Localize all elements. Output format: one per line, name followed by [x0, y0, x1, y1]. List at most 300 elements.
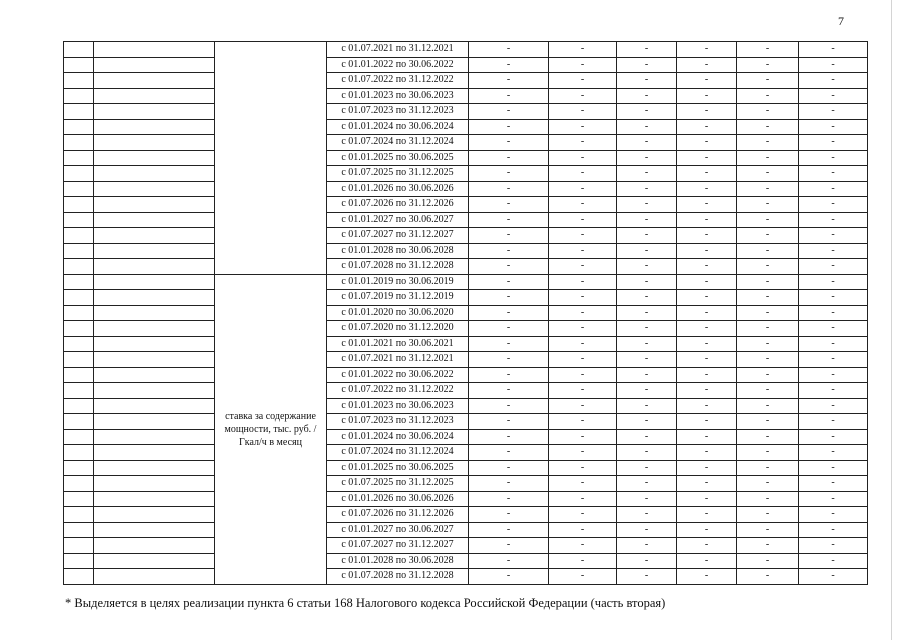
value-cell: -	[617, 73, 677, 89]
value-cell: -	[799, 181, 868, 197]
name-cell	[94, 538, 215, 554]
value-cell: -	[677, 104, 737, 120]
period-cell: с 01.07.2019 по 31.12.2019	[327, 290, 469, 306]
value-cell: -	[737, 42, 799, 58]
number-cell	[64, 398, 94, 414]
value-cell: -	[617, 491, 677, 507]
value-cell: -	[799, 414, 868, 430]
value-cell: -	[677, 150, 737, 166]
name-cell	[94, 42, 215, 58]
value-cell: -	[677, 553, 737, 569]
name-cell	[94, 491, 215, 507]
number-cell	[64, 553, 94, 569]
value-cell: -	[617, 57, 677, 73]
value-cell: -	[677, 88, 737, 104]
period-cell: с 01.07.2025 по 31.12.2025	[327, 476, 469, 492]
number-cell	[64, 119, 94, 135]
footnote: * Выделяется в целях реализации пункта 6 статьи 168 Налогового кодекса Российской Федерации (часть вторая)	[65, 596, 666, 610]
value-cell: -	[737, 290, 799, 306]
name-cell	[94, 104, 215, 120]
value-cell: -	[549, 166, 617, 182]
value-cell: -	[799, 119, 868, 135]
table-row	[64, 476, 868, 492]
rate-label-cell: ставка за содержание мощности, тыс. руб. /Гкал/ч в месяц	[215, 274, 327, 584]
number-cell	[64, 429, 94, 445]
value-cell: -	[677, 305, 737, 321]
value-cell: -	[737, 538, 799, 554]
name-cell	[94, 88, 215, 104]
table-row	[64, 73, 868, 89]
table-row	[64, 367, 868, 383]
number-cell	[64, 274, 94, 290]
value-cell: -	[677, 429, 737, 445]
number-cell	[64, 197, 94, 213]
period-cell: с 01.01.2024 по 30.06.2024	[327, 119, 469, 135]
value-cell: -	[737, 181, 799, 197]
value-cell: -	[469, 398, 549, 414]
value-cell: -	[549, 212, 617, 228]
value-cell: -	[549, 414, 617, 430]
table-row	[64, 243, 868, 259]
value-cell: -	[469, 243, 549, 259]
table-row	[64, 445, 868, 461]
name-cell	[94, 166, 215, 182]
number-cell	[64, 73, 94, 89]
value-cell: -	[549, 507, 617, 523]
table-row	[64, 135, 868, 151]
period-cell: с 01.01.2028 по 30.06.2028	[327, 553, 469, 569]
table-row	[64, 197, 868, 213]
table-row	[64, 522, 868, 538]
number-cell	[64, 414, 94, 430]
value-cell: -	[549, 305, 617, 321]
number-cell	[64, 57, 94, 73]
value-cell: -	[737, 491, 799, 507]
value-cell: -	[677, 259, 737, 275]
value-cell: -	[799, 429, 868, 445]
table-row	[64, 398, 868, 414]
value-cell: -	[469, 460, 549, 476]
number-cell	[64, 460, 94, 476]
value-cell: -	[549, 135, 617, 151]
value-cell: -	[617, 553, 677, 569]
table-row	[64, 414, 868, 430]
value-cell: -	[799, 88, 868, 104]
value-cell: -	[617, 522, 677, 538]
name-cell	[94, 274, 215, 290]
value-cell: -	[677, 398, 737, 414]
value-cell: -	[677, 274, 737, 290]
number-cell	[64, 383, 94, 399]
period-cell: с 01.07.2027 по 31.12.2027	[327, 228, 469, 244]
number-cell	[64, 367, 94, 383]
value-cell: -	[799, 553, 868, 569]
value-cell: -	[737, 197, 799, 213]
value-cell: -	[617, 445, 677, 461]
value-cell: -	[549, 181, 617, 197]
value-cell: -	[549, 383, 617, 399]
number-cell	[64, 476, 94, 492]
value-cell: -	[549, 522, 617, 538]
table-row	[64, 383, 868, 399]
value-cell: -	[677, 321, 737, 337]
table-row	[64, 57, 868, 73]
name-cell	[94, 181, 215, 197]
number-cell	[64, 150, 94, 166]
value-cell: -	[469, 73, 549, 89]
table-row	[64, 88, 868, 104]
value-cell: -	[617, 460, 677, 476]
value-cell: -	[737, 367, 799, 383]
value-cell: -	[799, 522, 868, 538]
period-cell: с 01.01.2019 по 30.06.2019	[327, 274, 469, 290]
table-row	[64, 429, 868, 445]
value-cell: -	[469, 336, 549, 352]
name-cell	[94, 259, 215, 275]
value-cell: -	[549, 538, 617, 554]
period-cell: с 01.07.2024 по 31.12.2024	[327, 445, 469, 461]
value-cell: -	[677, 42, 737, 58]
value-cell: -	[617, 476, 677, 492]
value-cell: -	[677, 522, 737, 538]
value-cell: -	[677, 476, 737, 492]
name-cell	[94, 569, 215, 585]
value-cell: -	[737, 429, 799, 445]
table-row	[64, 104, 868, 120]
value-cell: -	[677, 135, 737, 151]
number-cell	[64, 491, 94, 507]
value-cell: -	[737, 476, 799, 492]
value-cell: -	[737, 135, 799, 151]
tariff-table-body	[64, 42, 868, 585]
value-cell: -	[469, 57, 549, 73]
value-cell: -	[617, 212, 677, 228]
value-cell: -	[469, 135, 549, 151]
value-cell: -	[677, 228, 737, 244]
page-edge-line	[891, 0, 892, 640]
number-cell	[64, 336, 94, 352]
table-row	[64, 119, 868, 135]
name-cell	[94, 414, 215, 430]
period-cell: с 01.07.2026 по 31.12.2026	[327, 507, 469, 523]
value-cell: -	[799, 507, 868, 523]
value-cell: -	[737, 274, 799, 290]
value-cell: -	[799, 383, 868, 399]
value-cell: -	[737, 212, 799, 228]
name-cell	[94, 507, 215, 523]
value-cell: -	[549, 259, 617, 275]
value-cell: -	[469, 197, 549, 213]
value-cell: -	[677, 119, 737, 135]
value-cell: -	[549, 290, 617, 306]
value-cell: -	[677, 367, 737, 383]
value-cell: -	[617, 42, 677, 58]
value-cell: -	[799, 42, 868, 58]
period-cell: с 01.01.2026 по 30.06.2026	[327, 181, 469, 197]
number-cell	[64, 166, 94, 182]
value-cell: -	[799, 352, 868, 368]
value-cell: -	[469, 259, 549, 275]
value-cell: -	[469, 150, 549, 166]
value-cell: -	[617, 305, 677, 321]
value-cell: -	[469, 104, 549, 120]
number-cell	[64, 305, 94, 321]
table-row	[64, 305, 868, 321]
value-cell: -	[737, 119, 799, 135]
name-cell	[94, 383, 215, 399]
value-cell: -	[677, 507, 737, 523]
value-cell: -	[799, 321, 868, 337]
period-cell: с 01.07.2022 по 31.12.2022	[327, 383, 469, 399]
number-cell	[64, 352, 94, 368]
table-row	[64, 538, 868, 554]
name-cell	[94, 367, 215, 383]
page-number: 7	[838, 14, 844, 28]
value-cell: -	[469, 274, 549, 290]
value-cell: -	[737, 305, 799, 321]
value-cell: -	[549, 243, 617, 259]
value-cell: -	[549, 42, 617, 58]
value-cell: -	[799, 460, 868, 476]
value-cell: -	[677, 290, 737, 306]
value-cell: -	[617, 383, 677, 399]
value-cell: -	[617, 538, 677, 554]
name-cell	[94, 135, 215, 151]
period-cell: с 01.07.2021 по 31.12.2021	[327, 42, 469, 58]
value-cell: -	[737, 352, 799, 368]
value-cell: -	[549, 150, 617, 166]
value-cell: -	[549, 336, 617, 352]
value-cell: -	[617, 150, 677, 166]
table-row	[64, 321, 868, 337]
value-cell: -	[549, 57, 617, 73]
name-cell	[94, 429, 215, 445]
name-cell	[94, 290, 215, 306]
value-cell: -	[549, 429, 617, 445]
value-cell: -	[677, 243, 737, 259]
value-cell: -	[799, 166, 868, 182]
value-cell: -	[549, 352, 617, 368]
name-cell	[94, 243, 215, 259]
period-cell: с 01.07.2025 по 31.12.2025	[327, 166, 469, 182]
value-cell: -	[677, 569, 737, 585]
number-cell	[64, 522, 94, 538]
value-cell: -	[469, 42, 549, 58]
value-cell: -	[549, 398, 617, 414]
value-cell: -	[617, 321, 677, 337]
period-cell: с 01.01.2025 по 30.06.2025	[327, 150, 469, 166]
period-cell: с 01.07.2023 по 31.12.2023	[327, 414, 469, 430]
table-row	[64, 166, 868, 182]
value-cell: -	[677, 73, 737, 89]
value-cell: -	[469, 414, 549, 430]
value-cell: -	[799, 212, 868, 228]
value-cell: -	[617, 135, 677, 151]
value-cell: -	[799, 445, 868, 461]
table-row	[64, 181, 868, 197]
period-cell: с 01.07.2028 по 31.12.2028	[327, 569, 469, 585]
value-cell: -	[469, 553, 549, 569]
value-cell: -	[799, 398, 868, 414]
value-cell: -	[799, 135, 868, 151]
value-cell: -	[549, 119, 617, 135]
value-cell: -	[469, 321, 549, 337]
value-cell: -	[799, 197, 868, 213]
period-cell: с 01.01.2020 по 30.06.2020	[327, 305, 469, 321]
value-cell: -	[549, 73, 617, 89]
value-cell: -	[549, 367, 617, 383]
name-cell	[94, 553, 215, 569]
value-cell: -	[469, 212, 549, 228]
value-cell: -	[677, 445, 737, 461]
name-cell	[94, 522, 215, 538]
value-cell: -	[737, 383, 799, 399]
value-cell: -	[469, 181, 549, 197]
table-row	[64, 507, 868, 523]
value-cell: -	[549, 197, 617, 213]
number-cell	[64, 507, 94, 523]
number-cell	[64, 228, 94, 244]
value-cell: -	[737, 243, 799, 259]
period-cell: с 01.07.2022 по 31.12.2022	[327, 73, 469, 89]
value-cell: -	[469, 445, 549, 461]
rate-label-cell	[215, 42, 327, 275]
value-cell: -	[469, 88, 549, 104]
value-cell: -	[617, 197, 677, 213]
period-cell: с 01.01.2022 по 30.06.2022	[327, 367, 469, 383]
value-cell: -	[469, 491, 549, 507]
value-cell: -	[617, 429, 677, 445]
value-cell: -	[799, 491, 868, 507]
number-cell	[64, 104, 94, 120]
value-cell: -	[799, 367, 868, 383]
value-cell: -	[549, 88, 617, 104]
table-row	[64, 460, 868, 476]
table-row	[64, 274, 868, 290]
table-row	[64, 336, 868, 352]
value-cell: -	[799, 476, 868, 492]
value-cell: -	[737, 104, 799, 120]
value-cell: -	[677, 57, 737, 73]
period-cell: с 01.07.2023 по 31.12.2023	[327, 104, 469, 120]
value-cell: -	[617, 507, 677, 523]
value-cell: -	[617, 274, 677, 290]
table-row	[64, 491, 868, 507]
table-row	[64, 553, 868, 569]
value-cell: -	[799, 569, 868, 585]
value-cell: -	[617, 181, 677, 197]
name-cell	[94, 321, 215, 337]
value-cell: -	[549, 491, 617, 507]
value-cell: -	[737, 414, 799, 430]
period-cell: с 01.07.2028 по 31.12.2028	[327, 259, 469, 275]
name-cell	[94, 460, 215, 476]
period-cell: с 01.01.2026 по 30.06.2026	[327, 491, 469, 507]
value-cell: -	[549, 274, 617, 290]
period-cell: с 01.01.2024 по 30.06.2024	[327, 429, 469, 445]
name-cell	[94, 352, 215, 368]
value-cell: -	[469, 352, 549, 368]
value-cell: -	[737, 445, 799, 461]
name-cell	[94, 336, 215, 352]
value-cell: -	[549, 476, 617, 492]
value-cell: -	[677, 336, 737, 352]
name-cell	[94, 212, 215, 228]
table-row	[64, 352, 868, 368]
value-cell: -	[677, 352, 737, 368]
name-cell	[94, 305, 215, 321]
value-cell: -	[737, 522, 799, 538]
value-cell: -	[799, 290, 868, 306]
number-cell	[64, 538, 94, 554]
value-cell: -	[677, 166, 737, 182]
table-row	[64, 290, 868, 306]
period-cell: с 01.07.2027 по 31.12.2027	[327, 538, 469, 554]
value-cell: -	[469, 507, 549, 523]
value-cell: -	[737, 259, 799, 275]
value-cell: -	[799, 57, 868, 73]
value-cell: -	[677, 181, 737, 197]
value-cell: -	[799, 274, 868, 290]
number-cell	[64, 212, 94, 228]
value-cell: -	[469, 228, 549, 244]
value-cell: -	[799, 305, 868, 321]
name-cell	[94, 57, 215, 73]
number-cell	[64, 445, 94, 461]
number-cell	[64, 42, 94, 58]
period-cell: с 01.07.2026 по 31.12.2026	[327, 197, 469, 213]
name-cell	[94, 398, 215, 414]
name-cell	[94, 445, 215, 461]
value-cell: -	[677, 491, 737, 507]
table-row	[64, 212, 868, 228]
value-cell: -	[469, 429, 549, 445]
period-cell: с 01.01.2028 по 30.06.2028	[327, 243, 469, 259]
period-cell: с 01.01.2022 по 30.06.2022	[327, 57, 469, 73]
value-cell: -	[799, 73, 868, 89]
number-cell	[64, 259, 94, 275]
value-cell: -	[737, 321, 799, 337]
value-cell: -	[737, 88, 799, 104]
value-cell: -	[737, 460, 799, 476]
value-cell: -	[617, 336, 677, 352]
number-cell	[64, 135, 94, 151]
name-cell	[94, 476, 215, 492]
value-cell: -	[737, 336, 799, 352]
period-cell: с 01.07.2024 по 31.12.2024	[327, 135, 469, 151]
period-cell: с 01.01.2023 по 30.06.2023	[327, 88, 469, 104]
value-cell: -	[737, 166, 799, 182]
value-cell: -	[737, 150, 799, 166]
value-cell: -	[549, 460, 617, 476]
number-cell	[64, 290, 94, 306]
number-cell	[64, 243, 94, 259]
value-cell: -	[469, 569, 549, 585]
table-row	[64, 42, 868, 58]
value-cell: -	[737, 553, 799, 569]
value-cell: -	[617, 104, 677, 120]
value-cell: -	[617, 119, 677, 135]
name-cell	[94, 119, 215, 135]
period-cell: с 01.01.2021 по 30.06.2021	[327, 336, 469, 352]
value-cell: -	[549, 553, 617, 569]
value-cell: -	[617, 414, 677, 430]
value-cell: -	[549, 228, 617, 244]
value-cell: -	[737, 398, 799, 414]
value-cell: -	[549, 445, 617, 461]
value-cell: -	[799, 336, 868, 352]
value-cell: -	[549, 104, 617, 120]
